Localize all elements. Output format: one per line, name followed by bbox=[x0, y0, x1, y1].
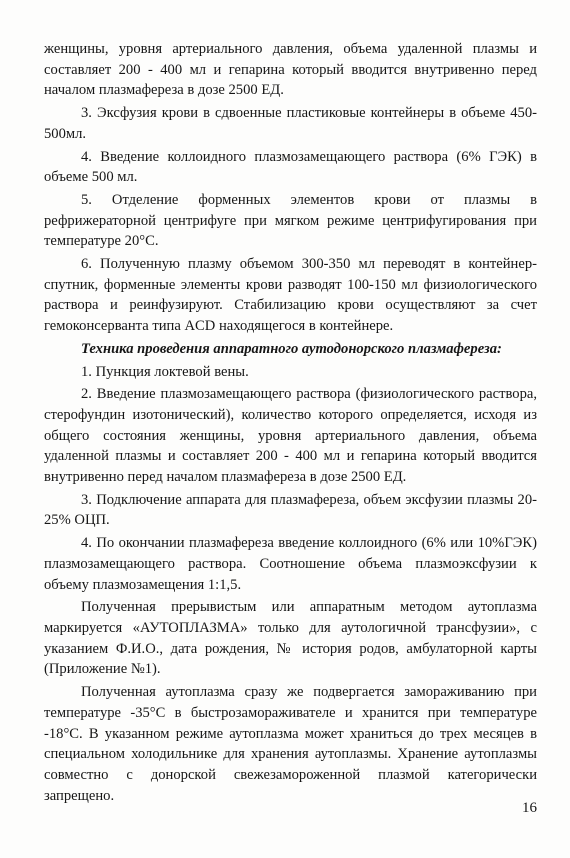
paragraph-labeling: Полученная прерывистым или аппаратным методом аутоплазма маркируется «АУТОПЛАЗМА» только для аутологичной трансфузии», с указанием Ф.И.О., дата рождения, № история родов, амбулаторной карты (Приложение №1). bbox=[44, 599, 537, 678]
list-item-4: 4. По окончании плазмафереза введение коллоидного (6% или 10%ГЭК) плазмозамещающего раствора. Соотношение объема плазмоэксфузии к объему плазмозамещения 1:1,5. bbox=[44, 535, 537, 593]
paragraph-storage: Полученная аутоплазма сразу же подвергается замораживанию при температуре -35°С в быстрозамораживателе и хранится при температуре -18°С. В указанном режиме аутоплазма может храниться до трех месяцев в специальном холодильнике для хранения аутоплазмы. Хранение аутоплазмы совместно с донорской свежезамороженной плазмой категорически запрещено. bbox=[44, 684, 537, 804]
list-item-1: 1. Пункция локтевой вены. bbox=[81, 363, 249, 380]
paragraph-step-4: 4. Введение коллоидного плазмозамещающего раствора (6% ГЭК) в объеме 500 мл. bbox=[44, 148, 537, 186]
list-item-2: 2. Введение плазмозамещающего раствора (физиологического раствора, стерофундин изотонический), количество которого определяется, исходя из общего состояния женщины, уровня артериального давления, объема удаленной плазмы и составляет 200 - 400 мл и гепарина который вводится внутривенно перед началом плазмафереза в дозе 2500 ЕД. bbox=[44, 386, 537, 486]
list-item-3: 3. Подключение аппарата для плазмафереза, объем эксфузии плазмы 20-25% ОЦП. bbox=[44, 491, 537, 529]
paragraph-step-5: 5. Отделение форменных элементов крови от плазмы в рефрижераторной центрифуге при мягком режиме центрифугирования при температуре 20°С. bbox=[44, 191, 537, 250]
paragraph-step-3: 3. Эксфузия крови в сдвоенные пластиковые контейнеры в объеме 450-500мл. bbox=[44, 105, 537, 142]
paragraph-step-6: 6. Полученную плазму объемом 300-350 мл переводят в контейнер-спутник, форменные элементы крови разводят 100-150 мл физиологического раствора и реинфузируют. Стабилизацию крови осуществляют за счет гемоконсерванта типа ACD находящегося в контейнере. bbox=[44, 256, 537, 335]
paragraph-continuation: женщины, уровня артериального давления, объема удаленной плазмы и составляет 200 - 400 мл и гепарина который вводится внутривенно перед началом плазмафереза в дозе 2500 ЕД. bbox=[44, 41, 537, 99]
page-number: 16 bbox=[522, 800, 537, 816]
section-heading: Техника проведения аппаратного аутодонорского плазмафереза: bbox=[81, 340, 502, 357]
